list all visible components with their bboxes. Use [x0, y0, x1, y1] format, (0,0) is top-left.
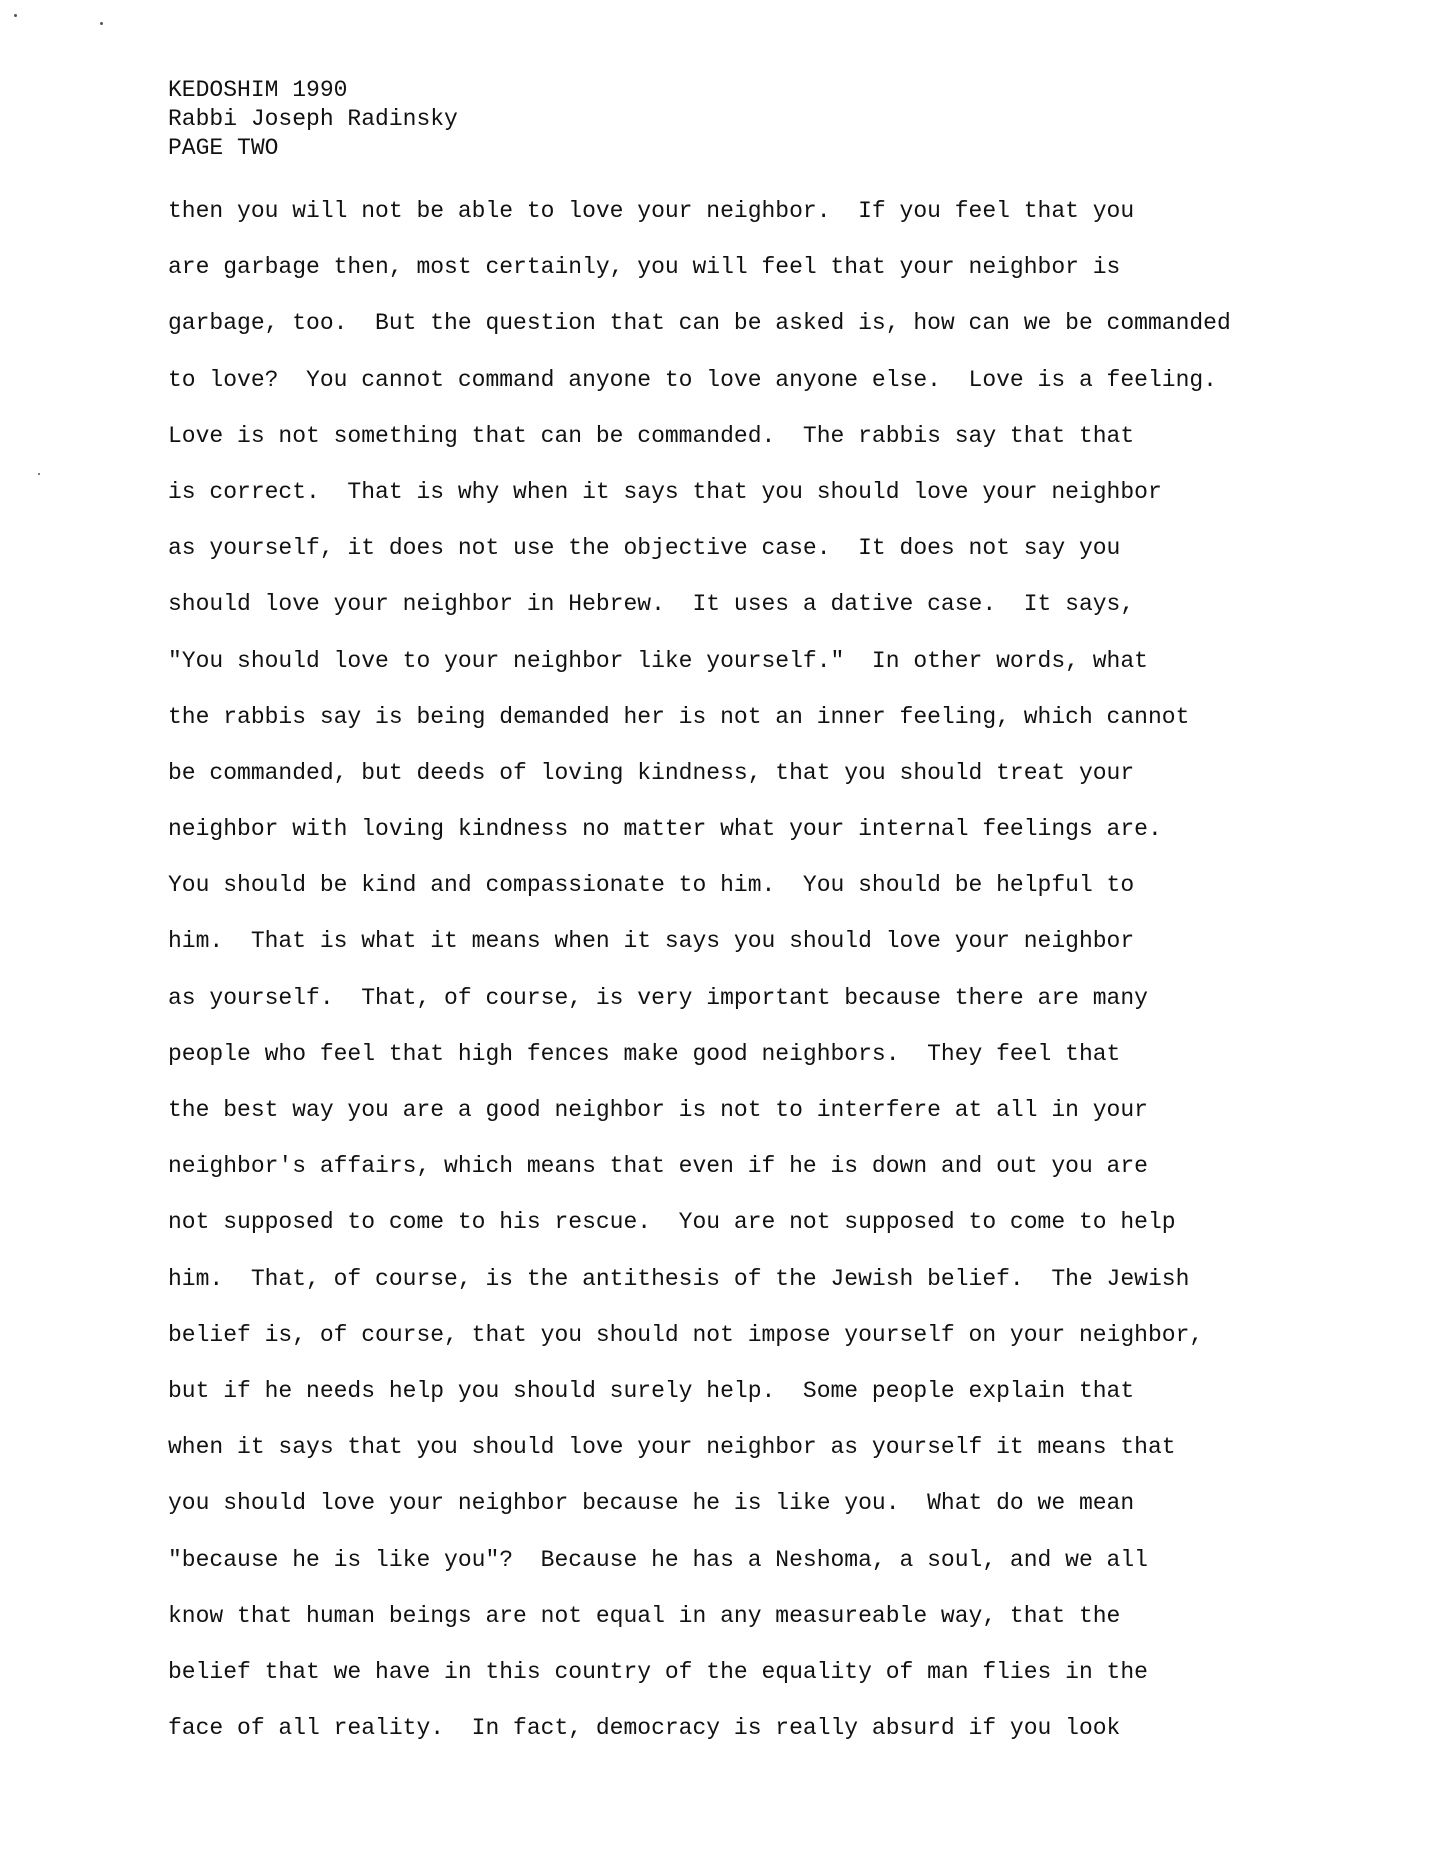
text-line: to love? You cannot command anyone to love anyone else. Love is a feeling.	[168, 366, 1217, 393]
text-line: You should be kind and compassionate to him. You should be helpful to	[168, 872, 1135, 899]
text-line: belief is, of course, that you should not impose yourself on your neighbor,	[168, 1321, 1204, 1348]
text-line: is correct. That is why when it says that you should love your neighbor	[168, 478, 1162, 505]
text-line: know that human beings are not equal in any measureable way, that the	[168, 1602, 1121, 1629]
text-line: "You should love to your neighbor like yourself." In other words, what	[168, 647, 1148, 674]
text-line: the rabbis say is being demanded her is not an inner feeling, which cannot	[168, 703, 1190, 730]
text-line: you should love your neighbor because he is like you. What do we mean	[168, 1490, 1135, 1517]
text-line: garbage, too. But the question that can be asked is, how can we be commanded	[168, 310, 1231, 337]
text-line: but if he needs help you should surely help. Some people explain that	[168, 1377, 1135, 1404]
text-line: when it says that you should love your neighbor as yourself it means that	[168, 1434, 1176, 1461]
text-line: the best way you are a good neighbor is not to interfere at all in your	[168, 1097, 1148, 1123]
scan-speck	[38, 473, 40, 475]
text-line: him. That, of course, is the antithesis of the Jewish belief. The Jewish	[168, 1265, 1190, 1292]
text-line: then you will not be able to love your neighbor. If you feel that you	[168, 198, 1135, 224]
text-line: face of all reality. In fact, democracy is really absurd if you look	[168, 1715, 1121, 1742]
body-text	[168, 183, 1231, 1756]
text-line: Love is not something that can be commanded. The rabbis say that that	[168, 422, 1135, 449]
document-author: Rabbi Joseph Radinsky	[168, 106, 458, 132]
scan-speck	[100, 22, 103, 25]
text-line: not supposed to come to his rescue. You are not supposed to come to help	[168, 1209, 1176, 1236]
document-header	[168, 76, 458, 163]
document-title: KEDOSHIM 1990	[168, 77, 348, 103]
page-label: PAGE TWO	[168, 135, 279, 161]
text-line: should love your neighbor in Hebrew. It uses a dative case. It says,	[168, 591, 1135, 618]
text-line: "because he is like you"? Because he has a Neshoma, a soul, and we all	[168, 1546, 1148, 1573]
text-line: be commanded, but deeds of loving kindness, that you should treat your	[168, 759, 1135, 786]
text-line: as yourself. That, of course, is very important because there are many	[168, 984, 1148, 1011]
text-line: neighbor with loving kindness no matter what your internal feelings are.	[168, 816, 1162, 843]
text-line: him. That is what it means when it says you should love your neighbor	[168, 928, 1135, 955]
text-line: neighbor's affairs, which means that even if he is down and out you are	[168, 1153, 1148, 1180]
text-line: belief that we have in this country of the equality of man flies in the	[168, 1658, 1148, 1685]
text-line: as yourself, it does not use the objective case. It does not say you	[168, 535, 1121, 562]
scan-speck	[14, 14, 17, 17]
text-line: people who feel that high fences make good neighbors. They feel that	[168, 1040, 1121, 1067]
text-line: are garbage then, most certainly, you will feel that your neighbor is	[168, 254, 1121, 281]
